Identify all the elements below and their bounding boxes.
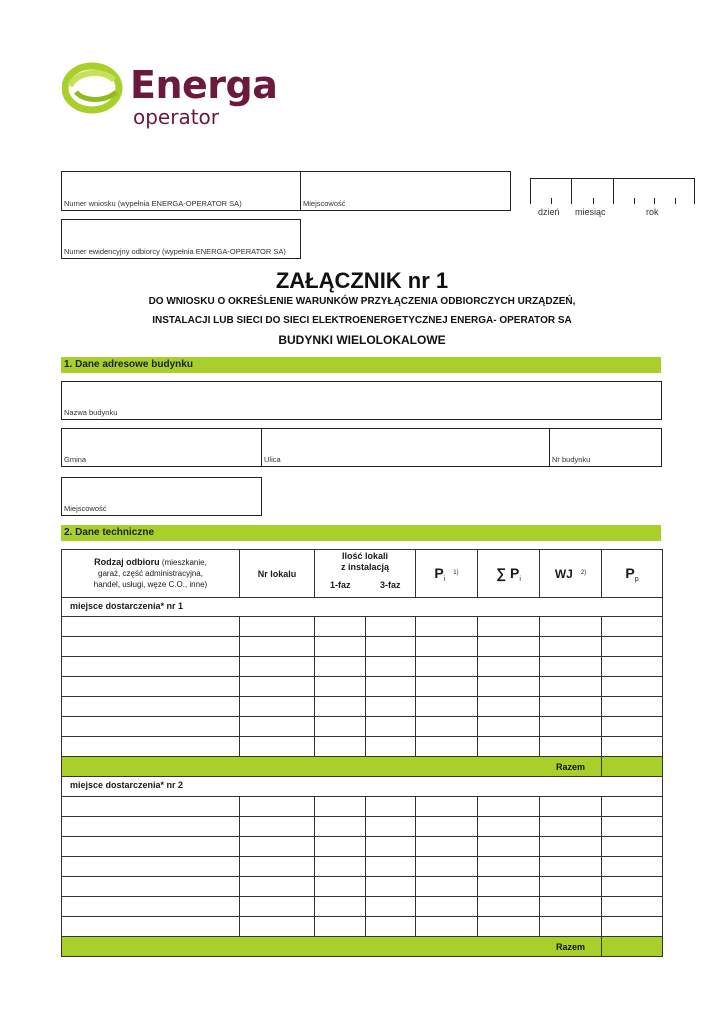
col-pp-header: $P_p$ xyxy=(602,550,663,598)
date-month-label: miesiąc xyxy=(575,207,606,217)
table-row[interactable] xyxy=(62,797,663,817)
table-row[interactable] xyxy=(62,877,663,897)
city-header-field[interactable]: Miejscowość xyxy=(303,199,346,208)
table-row[interactable] xyxy=(62,897,663,917)
table-row[interactable] xyxy=(62,717,663,737)
table-row[interactable] xyxy=(62,697,663,717)
col-pi-header: $P_i^{1)}$ xyxy=(416,550,478,598)
technical-data-table xyxy=(61,549,663,957)
address-row xyxy=(61,428,662,467)
col-phase3-header: 3-faz xyxy=(366,574,416,598)
place-1-heading: miejsce dostarczenia* nr 1 xyxy=(62,598,663,617)
building-no-label[interactable]: Nr budynku xyxy=(552,455,591,464)
total-row-2 xyxy=(62,937,663,957)
table-row[interactable] xyxy=(62,677,663,697)
customer-id-label: Numer ewidencyjny odbiorcy (wypełnia ENERGA-OPERATOR SA) xyxy=(64,247,286,256)
section1-heading: 1. Dane adresowe budynku xyxy=(64,359,193,370)
section2-heading-bar xyxy=(61,525,661,541)
subtitle-line-1: DO WNIOSKU O OKREŚLENIE WARUNKÓW PRZYŁĄCZENIA ODBIORCZYCH URZĄDZEŃ, xyxy=(148,296,576,307)
subtitle-line-3: BUDYNKI WIELOLOKALOWE xyxy=(278,333,446,347)
col-sum-pi-header: ∑ $P_i$ xyxy=(478,550,540,598)
date-year-label: rok xyxy=(646,207,659,217)
energa-logo-icon xyxy=(62,58,124,114)
customer-id-field[interactable] xyxy=(61,219,301,259)
col-wj-header: WJ $^{2)}$ xyxy=(540,550,602,598)
col-phase1-header: 1-faz xyxy=(315,574,366,598)
total-label-1: Razem xyxy=(62,757,602,777)
table-row[interactable] xyxy=(62,837,663,857)
table-row[interactable] xyxy=(62,657,663,677)
total-value-1[interactable] xyxy=(602,757,663,777)
section1-city-label: Miejscowość xyxy=(64,504,107,513)
table-row[interactable] xyxy=(62,817,663,837)
total-row-1 xyxy=(62,757,663,777)
table-row[interactable] xyxy=(62,857,663,877)
date-day-label: dzień xyxy=(538,207,560,217)
request-header-box xyxy=(61,171,511,211)
date-field[interactable] xyxy=(530,178,695,204)
col-type-header: Rodzaj odbioru (mieszkanie, garaż, część administracyjna, handel, usługi, węze C.O., inne) xyxy=(62,550,240,598)
logo-sub: operator xyxy=(133,105,220,129)
total-value-2[interactable] xyxy=(602,937,663,957)
col-unit-no-header: Nr lokalu xyxy=(240,550,315,598)
street-label[interactable]: Ulica xyxy=(264,455,281,464)
table-row[interactable] xyxy=(62,617,663,637)
col-count-header: Ilość lokali z instalacją xyxy=(315,550,416,574)
logo-name: Energa xyxy=(130,63,278,107)
subtitle-line-2: INSTALACJI LUB SIECI DO SIECI ELEKTROENERGETYCZNEJ ENERGA- OPERATOR SA xyxy=(152,315,572,326)
total-label-2: Razem xyxy=(62,937,602,957)
building-name-field[interactable] xyxy=(61,381,662,420)
section1-city-field[interactable] xyxy=(61,477,262,516)
table-row[interactable] xyxy=(62,637,663,657)
table-row[interactable] xyxy=(62,737,663,757)
section1-heading-bar xyxy=(61,357,661,373)
building-name-label: Nazwa budynku xyxy=(64,408,118,417)
municipality-label[interactable]: Gmina xyxy=(64,455,87,464)
section2-heading: 2. Dane techniczne xyxy=(64,527,155,538)
table-row[interactable] xyxy=(62,917,663,937)
request-number-field[interactable]: Numer wniosku (wypełnia ENERGA-OPERATOR SA) xyxy=(64,199,242,208)
page-title: ZAŁĄCZNIK nr 1 xyxy=(275,268,449,293)
place-2-heading: miejsce dostarczenia* nr 2 xyxy=(62,777,663,797)
